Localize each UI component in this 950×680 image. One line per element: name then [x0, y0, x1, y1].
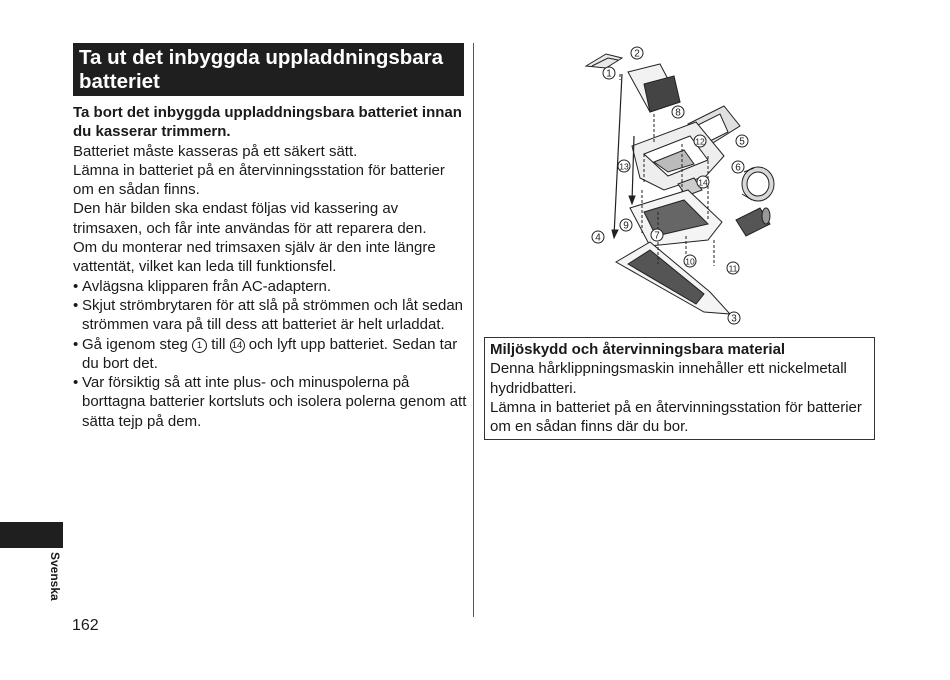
- callout-1: [603, 67, 615, 80]
- paragraph-2: Lämna in batteriet på en återvinningsstation för batterier om en sådan finns.: [73, 161, 445, 199]
- step-text: och lyft upp batteriet. Sedan tar du bort det.: [82, 335, 458, 372]
- callout-4: [592, 231, 604, 244]
- svg-text:5: 5: [739, 136, 745, 148]
- svg-text:12: 12: [695, 136, 705, 147]
- callout-2: [631, 47, 643, 60]
- svg-text:1: 1: [606, 68, 612, 80]
- svg-text:10: 10: [685, 256, 695, 267]
- callout-3: [728, 312, 740, 325]
- lead-text: Ta bort det inbyggda uppladdningsbara batteriet innan du kasserar trimmern.: [73, 104, 462, 141]
- svg-text:8: 8: [675, 107, 681, 119]
- infobox-heading: Miljöskydd och återvinningsbara material: [490, 341, 786, 358]
- svg-text:11: 11: [728, 263, 738, 274]
- circled-number: 1: [192, 338, 207, 353]
- disassembly-diagram: [584, 44, 784, 328]
- infobox-text-2: Lämna in batteriet på en återvinningsstation för batterier om en sådan finns där du bor.: [490, 398, 862, 436]
- step-text: till: [207, 335, 230, 353]
- callout-9: [620, 219, 632, 232]
- step-text: Gå igenom steg: [82, 335, 193, 353]
- step-item: • Avlägsna klipparen från AC-adaptern.: [73, 277, 468, 296]
- callout-7: [651, 229, 663, 242]
- callout-12: [694, 135, 706, 147]
- instructions: [73, 103, 468, 431]
- svg-text:7: 7: [654, 230, 660, 242]
- callout-10: [684, 255, 696, 267]
- callout-11: [727, 262, 739, 274]
- callout-14: [697, 176, 709, 188]
- svg-text:4: 4: [595, 232, 601, 244]
- page-number: 162: [72, 617, 99, 634]
- svg-text:3: 3: [731, 313, 737, 325]
- column-divider: [473, 43, 474, 617]
- paragraph-4: Om du monterar ned trimsaxen själv är den inte längre vattentät, vilket kan leda till funktionsfel.: [73, 239, 436, 276]
- circled-number: 14: [230, 338, 245, 353]
- svg-text:2: 2: [634, 48, 640, 60]
- paragraph-1: Batteriet måste kasseras på ett säkert sätt.: [73, 142, 358, 160]
- svg-text:9: 9: [623, 220, 629, 232]
- callout-8: [672, 106, 684, 119]
- steps-list: [73, 277, 468, 431]
- callout-6: [732, 161, 744, 174]
- step-item: • Var försiktig så att inte plus- och minuspolerna på borttagna batterier kortsluts och isolera polerna genom att sätta tejp på dem.: [73, 373, 468, 431]
- language-tab: [0, 522, 63, 548]
- step-item: • Skjut strömbrytaren för att slå på strömmen och låt sedan strömmen vara på till dess att batteriet är helt urladdat.: [73, 296, 468, 335]
- environment-infobox: [484, 337, 875, 440]
- callout-13: [618, 160, 630, 172]
- paragraph-3: Den här bilden ska endast följas vid kassering av trimsaxen, och får inte användas för att reparera den.: [73, 200, 427, 237]
- svg-text:14: 14: [698, 177, 708, 188]
- callout-5: [736, 135, 748, 148]
- svg-text:13: 13: [619, 161, 629, 172]
- language-label: Svenska: [48, 552, 62, 601]
- section-title: Ta ut det inbyggda uppladdningsbara batteriet: [73, 43, 464, 96]
- svg-text:6: 6: [735, 162, 741, 174]
- infobox-text-1: Denna hårklippningsmaskin innehåller ett nickelmetall hydridbatteri.: [490, 360, 847, 397]
- step-item: [73, 335, 468, 374]
